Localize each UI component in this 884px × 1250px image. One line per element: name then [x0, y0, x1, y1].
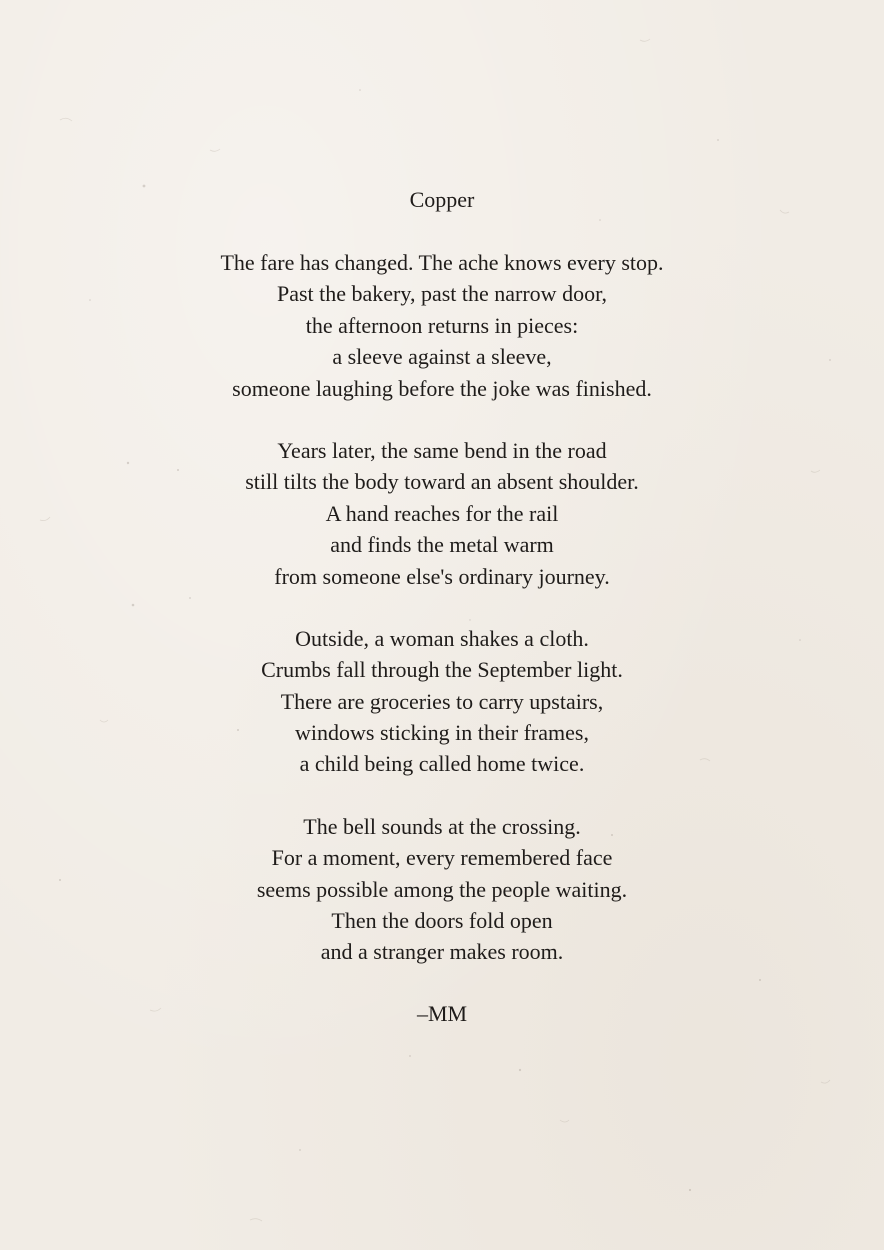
poem-line: Outside, a woman shakes a cloth.: [295, 625, 589, 651]
poem-line: Then the doors fold open: [331, 908, 553, 934]
poem-line: The bell sounds at the crossing.: [303, 813, 581, 839]
poem-line: the afternoon returns in pieces:: [305, 312, 579, 338]
poem-line: still tilts the body toward an absent shoulder.: [245, 469, 639, 495]
poem-line: windows sticking in their frames,: [295, 720, 589, 746]
poem-line: For a moment, every remembered face: [271, 845, 613, 871]
poem-line: The fare has changed. The ache knows every stop.: [220, 250, 664, 275]
stanza-3: [0, 623, 884, 780]
poem-line: a child being called home twice.: [299, 751, 585, 777]
poem-line: someone laughing before the joke was finished.: [232, 375, 652, 401]
poem-line: and a stranger makes room.: [320, 939, 564, 965]
stanza-4: [0, 811, 884, 968]
poem-line: Years later, the same bend in the road: [277, 437, 607, 463]
poem-line: seems possible among the people waiting.: [256, 876, 628, 902]
poem: [0, 184, 884, 1030]
poem-line: There are groceries to carry upstairs,: [280, 688, 604, 714]
signature: –MM: [416, 1000, 468, 1026]
poem-line: and finds the metal warm: [330, 532, 554, 558]
poem-line: A hand reaches for the rail: [325, 500, 559, 526]
poem-line: a sleeve against a sleeve,: [332, 344, 552, 370]
poem-line: Crumbs fall through the September light.: [261, 657, 623, 683]
stanza-1: [0, 247, 884, 404]
poem-line: Past the bakery, past the narrow door,: [276, 281, 608, 307]
stanza-2: [0, 435, 884, 592]
poem-title: Copper: [409, 187, 475, 212]
poem-line: from someone else's ordinary journey.: [274, 563, 610, 589]
